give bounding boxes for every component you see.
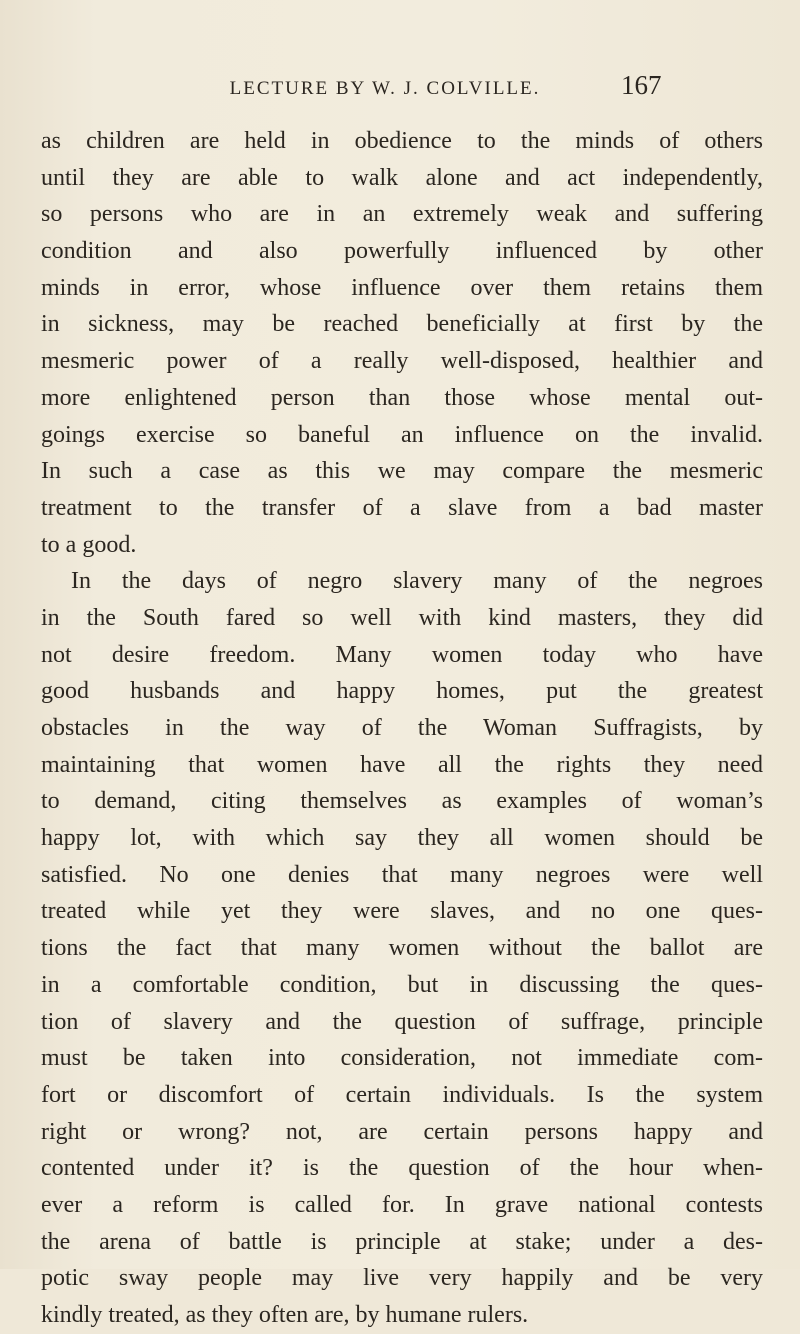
text-line: contented under it? is the question of the hour when-	[41, 1155, 763, 1182]
text-line: to a good.	[41, 531, 137, 558]
text-line: mesmeric power of a really well-disposed, healthier and	[41, 348, 763, 375]
text-line: happy lot, with which say they all women should be	[41, 825, 763, 852]
text-line: fort or discomfort of certain individuals. Is the system	[41, 1081, 763, 1108]
text-line: in sickness, may be reached beneficially at first by the	[41, 311, 763, 338]
text-line: In the days of negro slavery many of the negroes	[71, 568, 763, 595]
text-line: more enlightened person than those whose mental out-	[41, 384, 763, 411]
text-line: in a comfortable condition, but in discussing the ques-	[41, 971, 763, 998]
text-line: tions the fact that many women without the ballot are	[41, 935, 763, 962]
text-line: as children are held in obedience to the minds of others	[41, 128, 763, 154]
page-header	[0, 58, 800, 98]
text-line: so persons who are in an extremely weak and suffering	[41, 201, 763, 228]
text-line: potic sway people may live very happily and be very	[41, 1265, 763, 1292]
text-line: in the South fared so well with kind masters, they did	[41, 604, 763, 631]
text-line: right or wrong? not, are certain persons happy and	[41, 1118, 763, 1145]
body-text	[41, 123, 763, 1334]
text-line: treated while yet they were slaves, and no one ques-	[41, 898, 763, 925]
text-line: kindly treated, as they often are, by humane rulers.	[41, 1302, 529, 1328]
text-line: goings exercise so baneful an influence on the invalid.	[41, 421, 763, 448]
text-line: condition and also powerfully influenced by other	[41, 238, 763, 265]
text-line: In such a case as this we may compare the mesmeric	[41, 458, 763, 485]
text-line: until they are able to walk alone and act independently,	[41, 164, 763, 191]
text-line: satisfied. No one denies that many negroes were well	[41, 861, 763, 888]
text-line: good husbands and happy homes, put the greatest	[41, 678, 763, 705]
text-line: ever a reform is called for. In grave national contests	[41, 1191, 763, 1218]
page-number: 167	[621, 70, 662, 100]
text-line: obstacles in the way of the Woman Suffragists, by	[41, 715, 763, 741]
text-line: maintaining that women have all the rights they need	[41, 751, 763, 778]
text-line: must be taken into consideration, not immediate com-	[41, 1045, 763, 1072]
text-line: not desire freedom. Many women today who have	[41, 641, 763, 668]
text-line: to demand, citing themselves as examples of woman’s	[41, 788, 763, 815]
running-head: LECTURE BY W. J. COLVILLE.	[229, 78, 541, 99]
text-line: the arena of battle is principle at stake; under a des-	[41, 1228, 763, 1255]
text-line: treatment to the transfer of a slave from a bad master	[41, 494, 763, 521]
text-line: tion of slavery and the question of suffrage, principle	[41, 1008, 763, 1035]
text-line: minds in error, whose influence over them retains them	[41, 274, 763, 301]
